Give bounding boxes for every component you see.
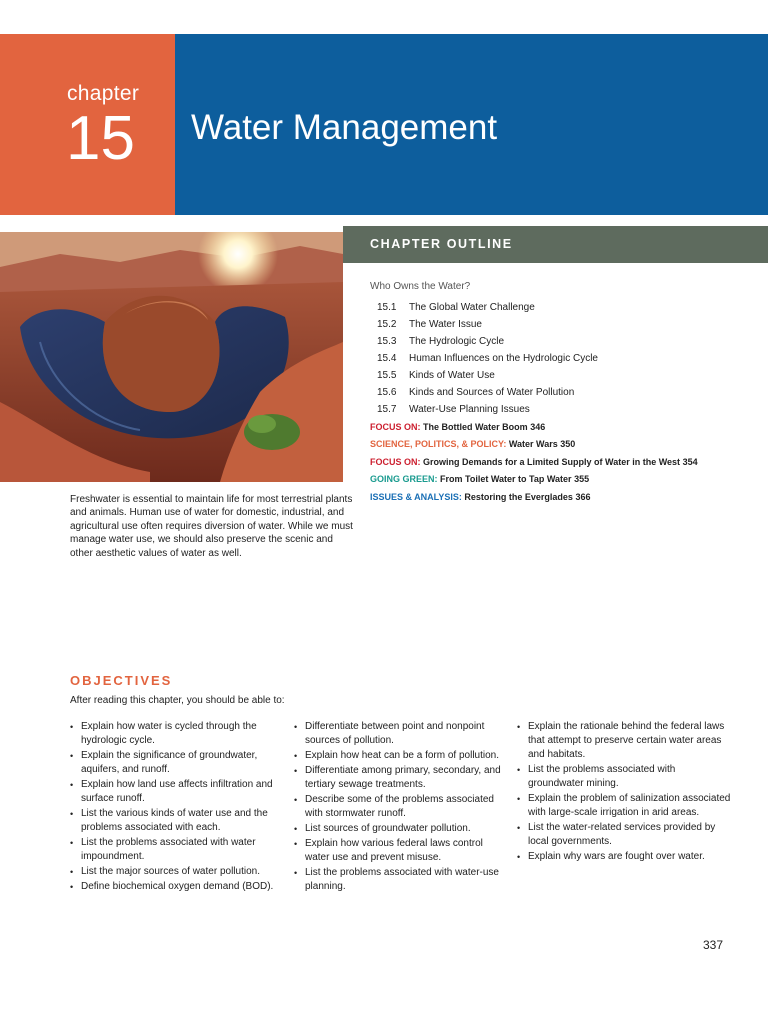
- objective-item: • List the various kinds of water use and the problems associated with each.: [70, 807, 285, 835]
- outline-item: 15.7 Water-Use Planning Issues: [377, 404, 530, 415]
- feature-tag: SCIENCE, POLITICS, & POLICY:: [370, 439, 507, 450]
- photo-caption: Freshwater is essential to maintain life for most terrestrial plants and animals. Human use of water for domestic, industrial, and agricultural use often requires diversion of water. While we must manage water use, we should also preserve the scenic and other aesthetic values of water as well.: [70, 494, 353, 559]
- objective-item: • Differentiate among primary, secondary, and tertiary sewage treatments.: [294, 764, 509, 792]
- feature-list: [370, 419, 760, 506]
- feature-item: FOCUS ON: Growing Demands for a Limited Supply of Water in the West 354: [370, 456, 698, 467]
- outline-intro: Who Owns the Water?: [370, 281, 471, 292]
- feature-tag: GOING GREEN:: [370, 474, 438, 485]
- objective-item: • Explain why wars are fought over water.: [517, 850, 732, 864]
- objective-item: • Explain how land use affects infiltration and surface runoff.: [70, 778, 285, 806]
- objectives-heading: OBJECTIVES: [70, 673, 173, 688]
- page-number: 337: [703, 938, 724, 952]
- chapter-title-banner: [175, 34, 768, 215]
- chapter-outline-bar: [343, 226, 768, 263]
- objective-item: • Explain how water is cycled through the hydrologic cycle.: [70, 720, 285, 748]
- feature-tag: ISSUES & ANALYSIS:: [370, 491, 462, 502]
- objectives-intro: After reading this chapter, you should be able to:: [70, 695, 285, 706]
- objective-item: • List the water-related services provided by local governments.: [517, 821, 732, 849]
- feature-tag: FOCUS ON:: [370, 422, 421, 432]
- feature-item: SCIENCE, POLITICS, & POLICY: Water Wars 350: [370, 439, 576, 450]
- horseshoe-canyon-photo: [0, 232, 343, 482]
- outline-item: 15.2 The Water Issue: [377, 319, 482, 330]
- objectives-column-2: [294, 720, 509, 895]
- objective-item: • List sources of groundwater pollution.: [294, 822, 509, 836]
- outline-item: 15.5 Kinds of Water Use: [377, 370, 495, 381]
- outline-list: [370, 299, 760, 418]
- objective-item: • Explain how heat can be a form of pollution.: [294, 749, 509, 763]
- chapter-title: Water Management: [191, 108, 498, 147]
- objective-item: • List the problems associated with groundwater mining.: [517, 763, 732, 791]
- feature-item: ISSUES & ANALYSIS: Restoring the Everglades 366: [370, 491, 591, 502]
- objectives-column-1: [70, 720, 285, 895]
- chapter-number: 15: [66, 104, 135, 173]
- objective-item: • Differentiate between point and nonpoint sources of pollution.: [294, 720, 509, 748]
- outline-item: 15.1 The Global Water Challenge: [377, 302, 535, 313]
- objective-item: • Explain how various federal laws control water use and prevent misuse.: [294, 837, 509, 865]
- feature-tag: FOCUS ON:: [370, 456, 421, 467]
- objective-item: • Define biochemical oxygen demand (BOD).: [70, 880, 285, 894]
- chapter-number-block: [0, 34, 175, 215]
- outline-item: 15.6 Kinds and Sources of Water Pollution: [377, 387, 575, 398]
- chapter-label: chapter: [67, 82, 140, 105]
- chapter-outline-label: CHAPTER OUTLINE: [370, 237, 513, 251]
- objectives-column-3: [517, 720, 732, 865]
- outline-item: 15.3 The Hydrologic Cycle: [377, 336, 505, 347]
- feature-item: FOCUS ON: The Bottled Water Boom 346: [370, 422, 546, 432]
- objective-item: • Explain the significance of groundwater, aquifers, and runoff.: [70, 749, 285, 777]
- outline-item: 15.4 Human Influences on the Hydrologic Cycle: [377, 353, 598, 364]
- objective-item: • Describe some of the problems associated with stormwater runoff.: [294, 793, 509, 821]
- chapter-outline: [370, 281, 760, 506]
- objective-item: • Explain the problem of salinization associated with large-scale irrigation in arid areas.: [517, 792, 732, 820]
- objective-item: • List the problems associated with water-use planning.: [294, 866, 509, 894]
- objective-item: • List the major sources of water pollution.: [70, 865, 285, 879]
- objective-item: • Explain the rationale behind the federal laws that attempt to preserve certain water areas and habitats.: [517, 720, 732, 762]
- objective-item: • List the problems associated with water impoundment.: [70, 836, 285, 864]
- feature-item: GOING GREEN: From Toilet Water to Tap Water 355: [370, 474, 590, 485]
